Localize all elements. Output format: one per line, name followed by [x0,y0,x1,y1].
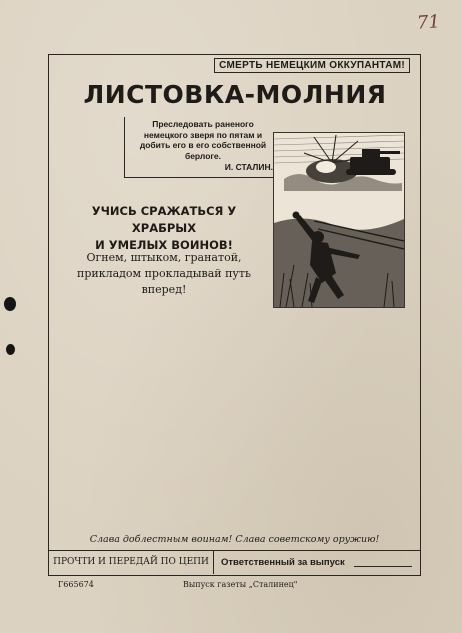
headline [58,203,270,254]
battle-illustration [273,132,405,308]
top-slogan: СМЕРТЬ НЕМЕЦКИМ ОККУПАНТАМ! [214,58,410,73]
responsible-signature-line [354,566,412,567]
punch-hole-bottom [6,344,15,355]
newspaper-issue: Выпуск газеты „Сталинец" [183,580,298,589]
quote-author: И. СТАЛИН. [224,162,273,172]
headline-line-1: УЧИСЬ СРАЖАТЬСЯ У ХРАБРЫХ [91,204,237,235]
leaflet-title: ЛИСТОВКА-МОЛНИЯ [83,80,387,109]
body-text: Огнем, штыком, гранатой, прикладом прокладывай путь вперед! [77,251,251,296]
stalin-quote [124,117,277,178]
print-number: Г665674 [58,580,94,589]
headline-line-2: И УМЕЛЫХ ВОИНОВ! [95,238,233,252]
glory-slogan: Слава доблестным воинам! Слава советскому оружию! [89,534,380,545]
pass-on-label: ПРОЧТИ И ПЕРЕДАЙ ПО ЦЕПИ [49,551,214,574]
battle-scene-drawing [274,133,404,307]
quote-text: Преследовать раненого немецкого зверя по пятам и добить его в его собственной берлоге. [139,119,267,161]
responsible-label: Ответственный за выпуск [221,557,345,568]
punch-hole-top [4,297,16,311]
footer-row [49,550,420,575]
archive-handwritten-number: 71 [416,11,441,34]
